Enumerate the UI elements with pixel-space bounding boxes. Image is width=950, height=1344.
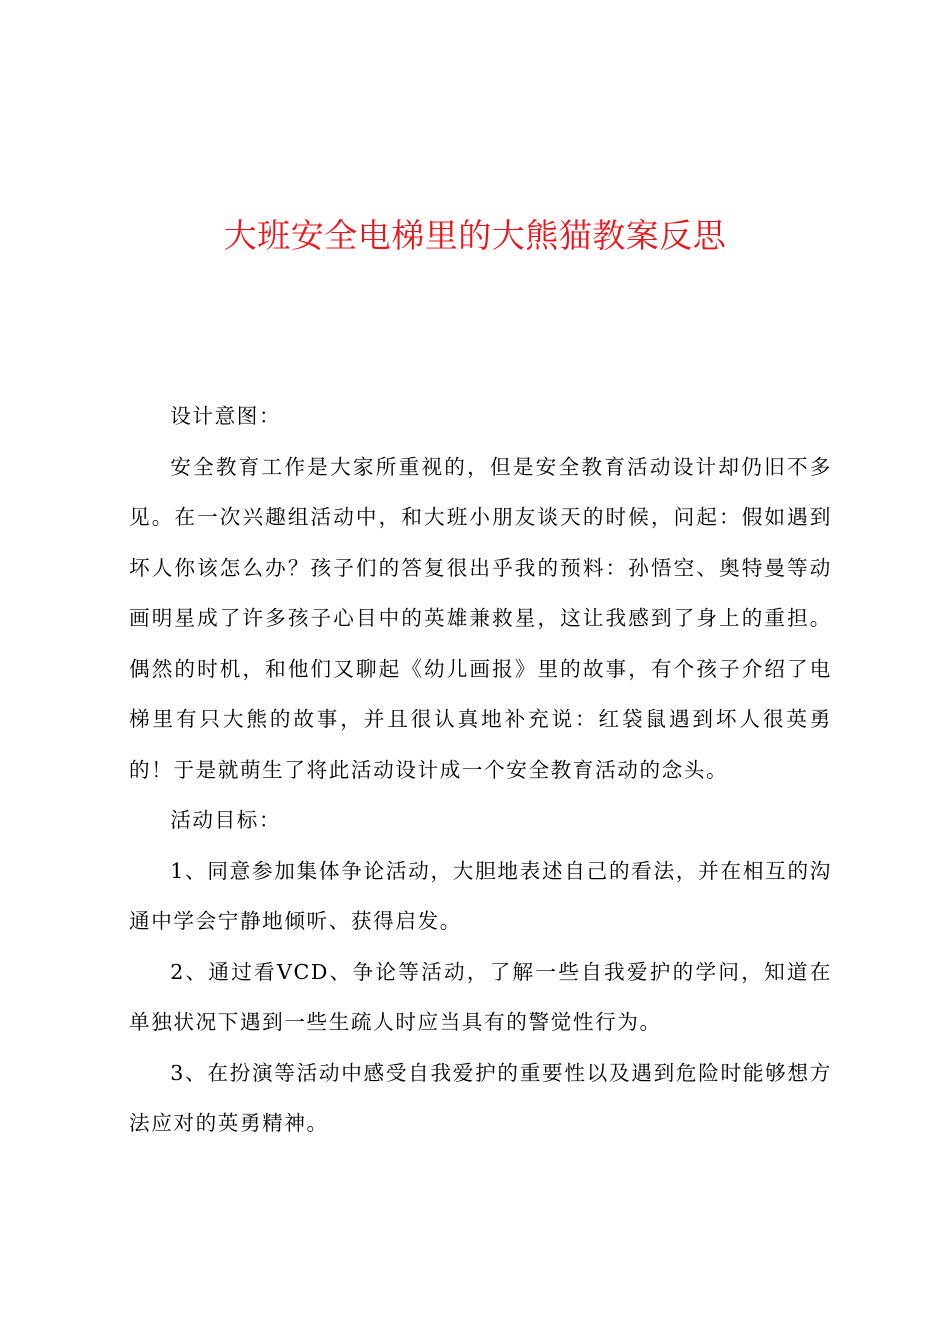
page-title: 大班安全电梯里的大熊猫教案反思: [223, 216, 727, 255]
goal-item-1: 1、同意参加集体争论活动，大胆地表述自己的看法，并在相互的沟通中学会宁静地倾听、获得启发。: [129, 858, 832, 933]
section-heading-activity-goals: 活动目标：: [170, 808, 282, 832]
document-body: [129, 391, 832, 1149]
section-heading-design-intent: 设计意图：: [170, 404, 282, 428]
goal-item-2: 2、通过看VCD、争论等活动，了解一些自我爱护的学问，知道在单独状况下遇到一些生疏人时应当具有的警觉性行为。: [129, 959, 832, 1034]
goal-item-3: 3、在扮演等活动中感受自我爱护的重要性以及遇到危险时能够想方法应对的英勇精神。: [129, 1060, 832, 1135]
paragraph-design-intent: 安全教育工作是大家所重视的，但是安全教育活动设计却仍旧不多见。在一次兴趣组活动中，和大班小朋友谈天的时候，问起：假如遇到坏人你该怎么办？孩子们的答复很出乎我的预料：孙悟空、奥特曼等动画明星成了许多孩子心目中的英雄兼救星，这让我感到了身上的重担。偶然的时机，和他们又聊起《幼儿画报》里的故事，有个孩子介绍了电梯里有只大熊的故事，并且很认真地补充说：红袋鼠遇到坏人很英勇的！于是就萌生了将此活动设计成一个安全教育活动的念头。: [129, 454, 832, 782]
